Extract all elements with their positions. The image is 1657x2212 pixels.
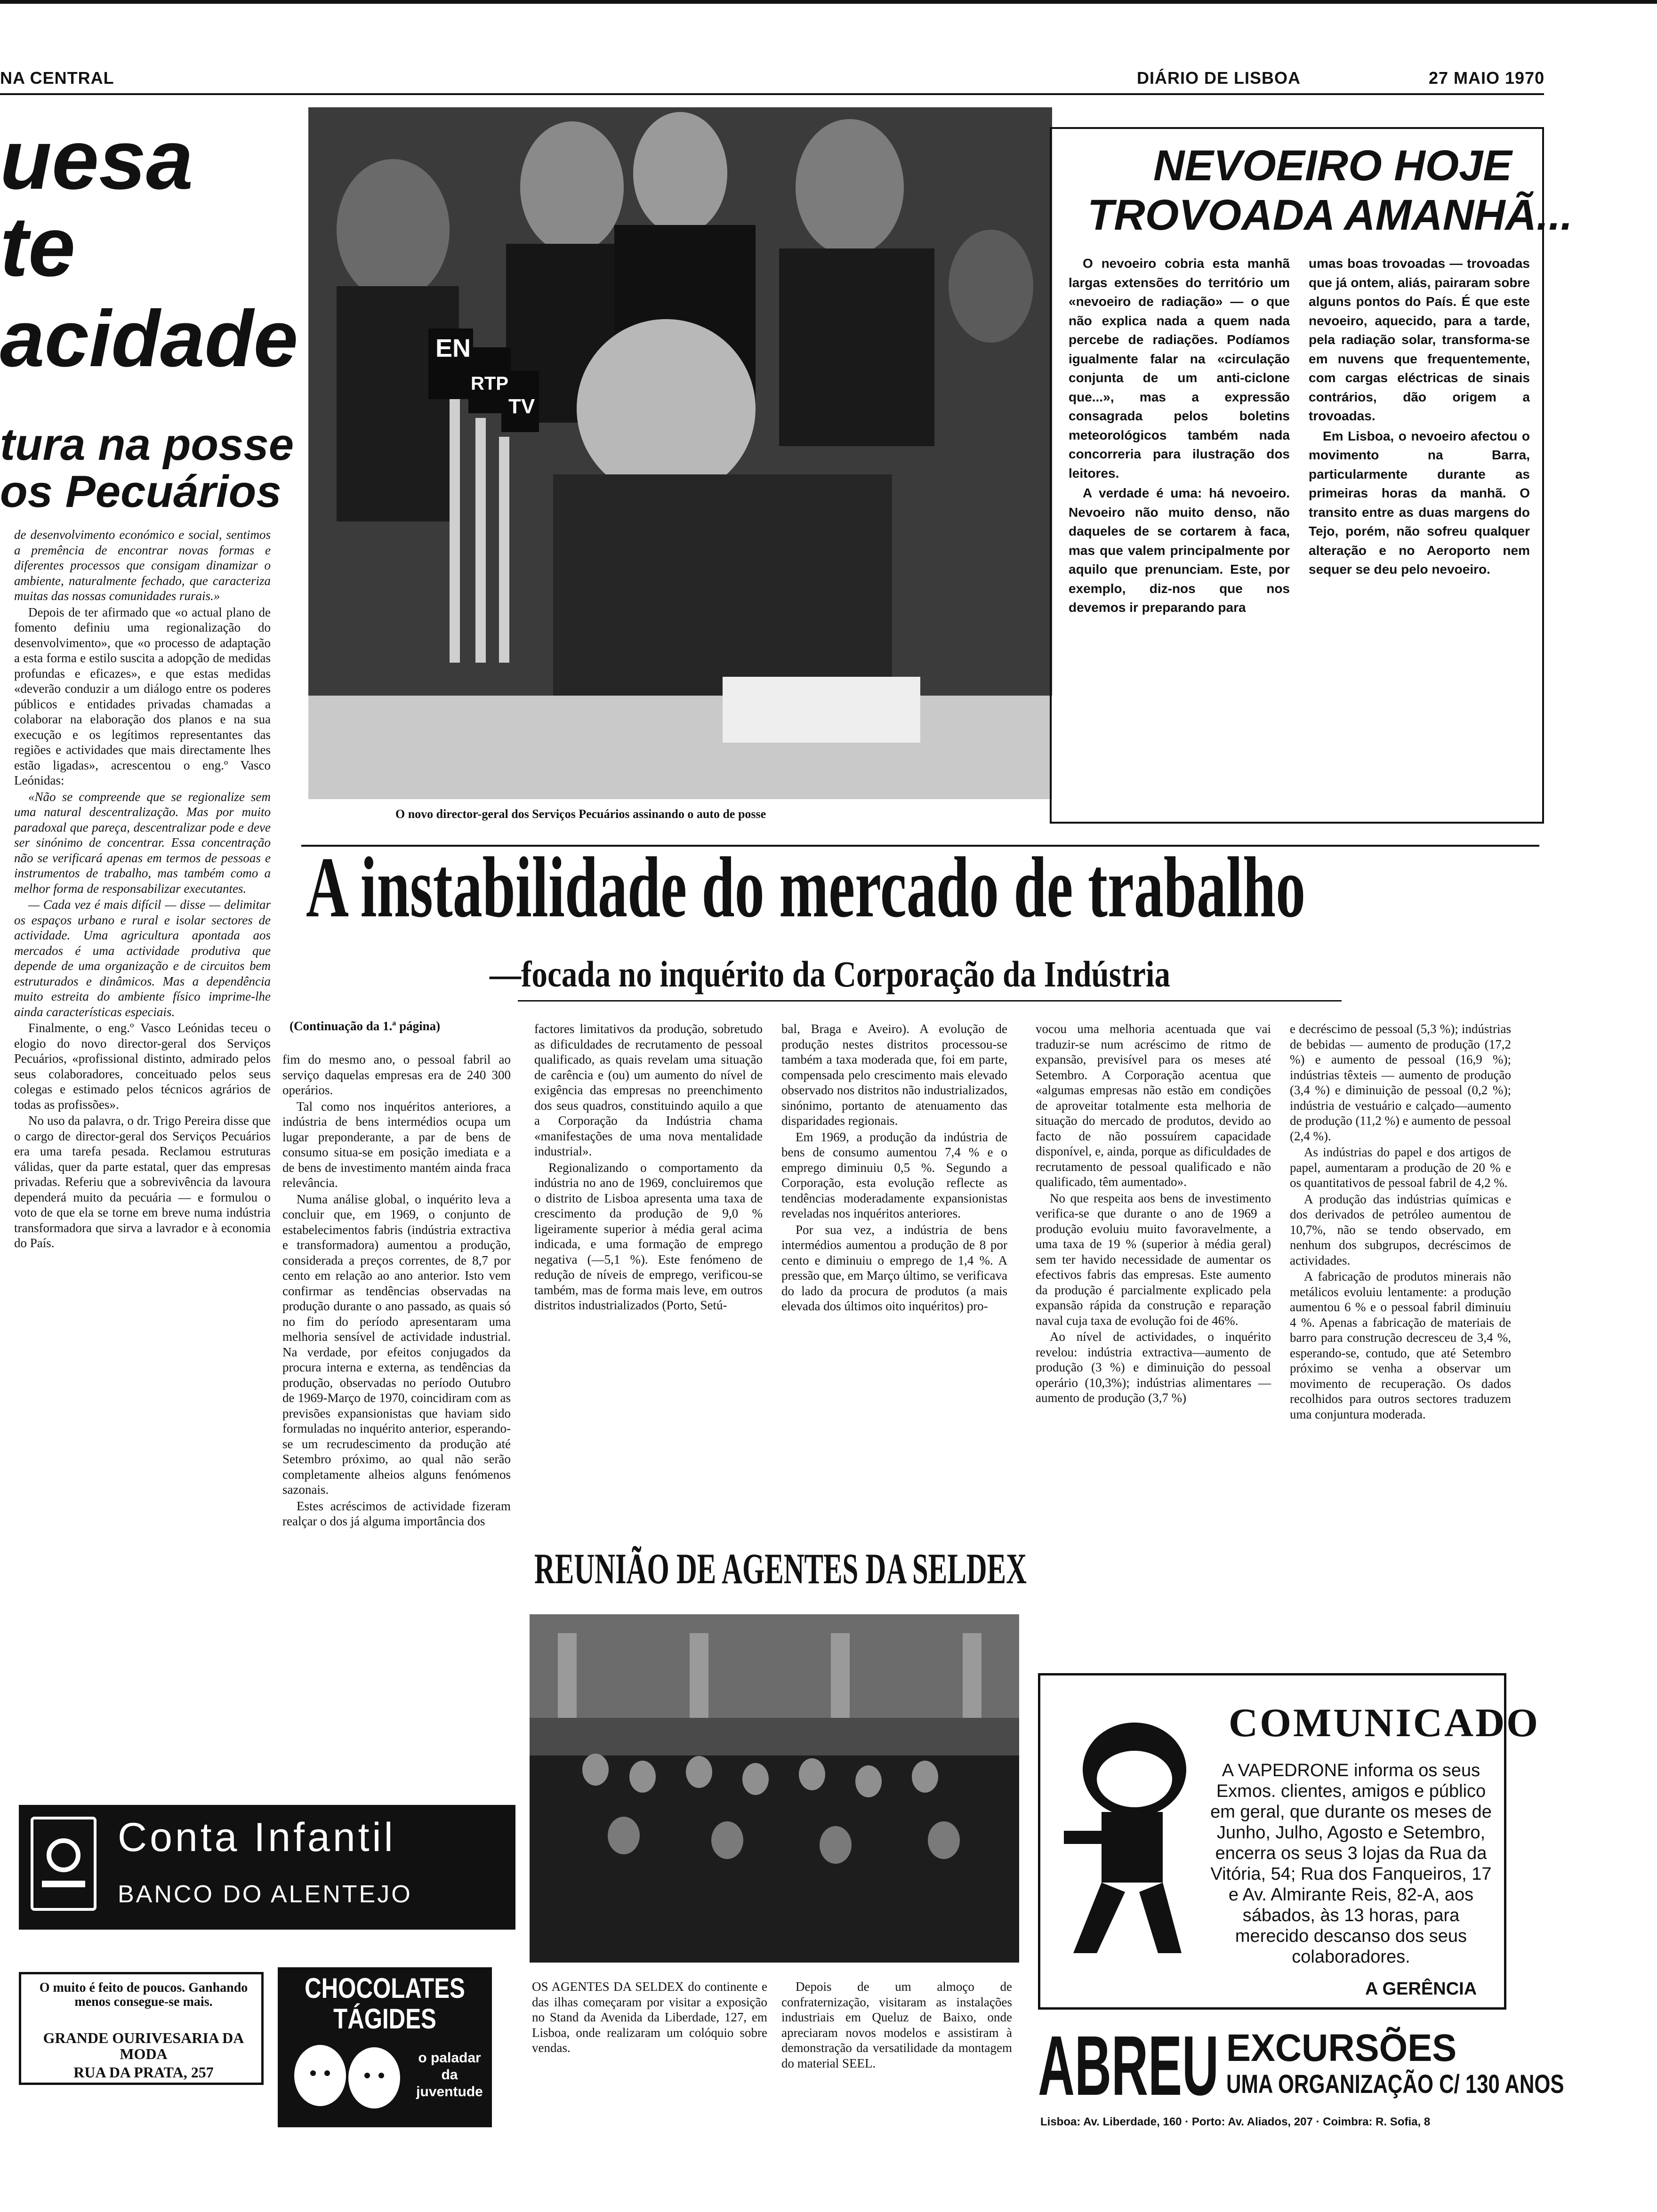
section-label: NA CENTRAL [0, 68, 114, 88]
paragraph: de desenvolvimento económico e social, sentimos a premência de encontrar novas formas e diferentes processos que consigam dinamizar o ambiente, naturalmente fechado, que caracteriza muitas das nossas comunidades rurais.» [14, 528, 271, 603]
left-subhead-1: tura na posse [0, 419, 294, 470]
seldex-col-2 [781, 1979, 1012, 2071]
main-col-2 [534, 1021, 763, 1313]
bank-logo [31, 1817, 97, 1911]
paragraph: fim do mesmo ano, o pessoal fabril ao serviço daquelas empresas era de 240 300 operários. [282, 1052, 511, 1097]
weather-col-1 [1069, 254, 1290, 617]
paragraph: vocou uma melhoria acentuada que vai traduzir-se num acréscimo de ritmo de expansão, previsível para os meses até Setembro. A Corporação acentua que «algumas empresas não estão em condições de aproveitar totalmente esta melhoria de situação do mercado de produtos, devido ao facto de não possuírem capacidade disponível, e, ainda, porque as dificuldades de recrutamento de pessoal qualificado e não qualificado, têm aumentado». [1036, 1022, 1271, 1189]
signing-photo-image [308, 107, 1052, 799]
left-headline-2: te [0, 200, 76, 294]
bank-name: BANCO DO ALENTEJO [118, 1881, 412, 1908]
newspaper-name: DIÁRIO DE LISBOA [1137, 68, 1301, 88]
continuation-note: (Continuação da 1.ª página) [290, 1019, 441, 1033]
weather-title-2: TROVOADA AMANHÃ... [1087, 191, 1573, 239]
paragraph: factores limitativos da produção, sobretudo as dificuldades de recrutamento de pessoal qualificado, as quais revelam uma situação de carência e (ou) um aumento do nível de exigência das empresas no preenchimento dos seus quadros, constituindo aquilo a que a Corporação da Indústria chama «manifestações de uma nova mentalidade industrial». [534, 1022, 763, 1158]
paragraph: No uso da palavra, o dr. Trigo Pereira disse que o cargo de director-geral dos Serviços Pecuários era uma tarefa pesada. Reclamou estruturas válidas, quer da parte estatal, quer das empresas privadas. Referiu que a sobrevivência da lavoura dependerá muito da pecuária — e formulou o voto de que ela se torne em breve numa indústria transformadora que sirva a lavrador e à economia do País. [14, 1114, 271, 1250]
paragraph: bal, Braga e Aveiro). A evolução de produção nestes distritos processou-se também a taxa moderada que, foi em parte, compensada pelo crescimento mais elevado observado nos distritos não industrializados, sinónimo, portanto de atenuamento das disparidades regionais. [781, 1022, 1007, 1128]
photo-caption: O novo director-geral dos Serviços Pecuários assinando o auto de posse [395, 807, 766, 821]
weather-title-1: NEVOEIRO HOJE [1153, 142, 1512, 190]
seldex-col-1 [532, 1979, 767, 2056]
paragraph: «Não se compreende que se regionalize sem uma natural descentralização. Mas por muito paradoxal que pareça, descentralizar pode e deve ser sinónimo de concentrar. Essa concentração não se verificará apenas em termos de pessoas e instrumentos de trabalho, mas também como a melhor forma de responsabilizar executantes. [14, 789, 271, 896]
bank-logo-base [42, 1881, 85, 1887]
main-col-1 [282, 1052, 511, 1529]
paragraph: Regionalizando o comportamento da indústria no ano de 1969, concluiremos que o distrito de Lisboa apresenta uma taxa de crescimento da produção de 9,0 % ligeiramente superior à média geral acima indicada, e uma formação de emprego negativa (—5,1 %). Este fenómeno de redução de níveis de emprego, verificou-se também, mas de forma mais leve, em outros distritos industrializados (Porto, Setú- [534, 1160, 763, 1312]
chocolates-ad [278, 1967, 492, 2127]
issue-date: 27 MAIO 1970 [1429, 68, 1545, 88]
chocolates-title-2: TÁGIDES [333, 2003, 436, 2035]
paragraph: A produção das indústrias químicas e dos derivados de petróleo aumentou de 10,7%, não se tendo observado, em nenhum dos subgrupos, decréscimos de actividades. [1290, 1192, 1511, 1267]
mascot-illustration [1054, 1708, 1196, 1963]
subhead-rule [518, 1000, 1342, 1002]
comunicado-body: A VAPEDRONE informa os seus Exmos. clientes, amigos e público em geral, que durante os meses de Junho, Julho, Agosto e Setembro, encerra os seus 3 lojas da Rua da Vitória, 54; Rua dos Fanqueiros, 17 e Av. Almirante Reis, 82-A, aos sábados, às 13 horas, para merecido descanso dos seus colaboradores. [1210, 1761, 1492, 1967]
abreu-ad [1038, 2019, 1564, 2132]
paragraph: umas boas trovoadas — trovoadas que já ontem, aliás, pairaram sobre alguns pontos do País. É que este nevoeiro, aquecido, para a tarde, pela radiação solar, transforma-se em nuvens que frequentemente, com cargas eléctricas de sinais contrários, dão origem a trovoadas. [1309, 256, 1530, 423]
paragraph: Estes acréscimos de actividade fizeram realçar o dos já alguma importância dos [282, 1499, 511, 1528]
left-headline-1: uesa [0, 112, 193, 207]
seldex-photo-image [530, 1614, 1019, 1963]
main-col-3 [781, 1021, 1007, 1314]
signing-photo [308, 107, 1052, 799]
paragraph: O nevoeiro cobria esta manhã largas extensões do território um «nevoeiro de radiação» — o que não explica nada a quem nada percebe de radiações. Podíamos igualmente falar na «circulação conjunta de um anti-ciclone que...», mas a expressão consagrada pelos boletins meteorológicos também nada concorreria para ilustração dos leitores. [1069, 256, 1290, 481]
abreu-address: Lisboa: Av. Liberdade, 160 · Porto: Av. Aliados, 207 · Coimbra: R. Sofia, 8 [1040, 2116, 1431, 2128]
main-subhead: —focada no inquérito da Corporação da Indústria [490, 954, 1171, 994]
main-headline: A instabilidade do mercado de trabalho [306, 839, 1306, 935]
paragraph: Tal como nos inquéritos anteriores, a indústria de bens intermédios ocupa um lugar preponderante, a par de bens de consumo situa-se em posição imediata e a de bens de investimento mantém ainda fraca relevância. [282, 1099, 511, 1190]
comunicado-ad [1038, 1673, 1540, 2010]
main-col-4 [1036, 1021, 1271, 1406]
paragraph: — Cada vez é mais difícil — disse — delimitar os espaços urbano e rural e isolar sectores de actividade. Uma agricultura apontada aos mercados é uma actividade produtiva que depende de uma organização e de circuitos bem estruturados e dinâmicos. Mas a dependência muito estreita do ambiente físico imprime-lhe ainda características especiais. [14, 898, 271, 1019]
paragraph: Em Lisboa, o nevoeiro afectou o movimento na Barra, particularmente durante as primeiras horas da manhã. O transito entre as duas margens do Tejo, porém, não sofreu qualquer alteração e no Aeroporto nem sequer se deu pelo nevoeiro. [1309, 428, 1530, 577]
paragraph: Ao nível de actividades, o inquérito revelou: indústria extractiva—aumento de produção (3 %) e diminuição do pessoal operário (10,3%); indústrias alimentares — aumento de produção (3,7 %) [1036, 1330, 1271, 1405]
bank-logo-mark [47, 1838, 80, 1872]
mic-label: TV [508, 395, 535, 418]
paragraph: Por sua vez, a indústria de bens intermédios aumentou a produção de 8 por cento e diminuiu o emprego de 1,4 %. A pressão que, em Março último, se verificava do lado da procura de produtos (a mais elevada dos últimos oito inquéritos) pro- [781, 1222, 1007, 1313]
left-headline-3: acidade [0, 294, 298, 384]
paragraph: Finalmente, o eng.º Vasco Leónidas teceu o elogio do novo director-geral dos Serviços Pecuários, «profissional distinto, admirado pelos seus colaboradores, conceituado pelos seus colegas e estimado pelos técnicos agrários de todas as profissões». [14, 1021, 271, 1112]
children-illustration [287, 2038, 405, 2123]
paragraph: e decréscimo de pessoal (5,3 %); indústrias de bebidas — aumento de produção (17,2 %) e aumento de pessoal (16,9 %); indústrias têxteis — aumento de produção (3,4 %) e diminuição de pessoal (0,2 %); indústria de vestuário e calçado—aumento de produção (11,2 %) e aumento de pessoal (2,4 %). [1290, 1022, 1511, 1143]
conta-infantil-title: Conta Infantil [118, 1815, 396, 1860]
paragraph: No que respeita aos bens de investimento verifica-se que durante o ano de 1969 a produção evoluiu muito favoravelmente, a uma taxa de 19 % (superior à média geral) sem ter havido necessidade de aumentar os efectivos fabris das empresas. Este aumento da produção é parcialmente explicado pela expansão rápida da construção e reparação naval cuja taxa de evolução foi de 46%. [1036, 1191, 1271, 1328]
header-rule [0, 93, 1544, 95]
paragraph: Depois de um almoço de confraternização, visitaram as instalações industriais em Queluz de Baixo, onde apreciaram novos modelos e assistiram à demonstração da versatilidade da montagem do material SEEL. [781, 1980, 1012, 2070]
seldex-headline: REUNIÃO DE AGENTES DA SELDEX [534, 1545, 1027, 1593]
paragraph: A verdade é uma: há nevoeiro. Nevoeiro não muito denso, não daqueles de se cortarem à faca, mas que valem principalmente por aquilo que prenunciam. Este, por exemplo, diz-nos que nos devemos ir preparando para [1069, 486, 1290, 615]
seldex-photo [530, 1614, 1019, 1963]
paragraph: Em 1969, a produção da indústria de bens de consumo aumentou 7,4 % e o emprego diminuiu 0,5 %. Segundo a Corporação, esta evolução reflecte as tendências moderadamente expansionistas reveladas nos inquéritos anteriores. [781, 1130, 1007, 1220]
ourivesaria-address: RUA DA PRATA, 257 [73, 2064, 214, 2081]
chocolates-title-1: CHOCOLATES [305, 1972, 465, 2004]
paragraph: Numa análise global, o inquérito leva a concluir que, em 1969, o conjunto de estabelecimentos fabris (indústria extractiva e transformadora) aumentou a produção, considerada a preços correntes, de 8,7 por cento em relação ao ano anterior. Isto vem confirmar as tendências observadas na produção durante o ano passado, as quais só no fim do período apresentaram uma melhoria sensível de actividade industrial. Na verdade, por efeitos conjugados da procura interna e externa, as tendências da produção, observadas no período Outubro de 1969-Março de 1970, coincidiram com as previsões expansionistas que haviam sido formuladas no inquérito anterior, esperando-se um recrudescimento da produção até Setembro próximo, ao qual não serão completamente alheios alguns fenómenos sazonais. [282, 1192, 511, 1497]
paragraph: OS AGENTES DA SELDEX do continente e das ilhas começaram por visitar a exposição no Stand da Avenida da Liberdade, 127, em Lisboa, onde realizaram um colóquio sobre vendas. [532, 1980, 767, 2055]
paragraph: A fabricação de produtos minerais não metálicos evoluiu lentamente: a produção aumentou 6 % e o pessoal fabril diminuiu 4 %. Apenas a fabricação de materiais de barro para construção decresceu de 3,4 %, esperando-se, contudo, que até Setembro próximo se venha a observar um movimento de recuperação. Os dados recolhidos para outros sectores traduzem uma conjuntura moderada. [1290, 1269, 1511, 1421]
abreu-name: ABREU [1038, 2019, 1219, 2113]
weather-col-2 [1309, 254, 1530, 579]
ourivesaria-name: GRANDE OURIVESARIA DA MODA [43, 2029, 244, 2062]
ourivesaria-ad [19, 1972, 264, 2085]
top-rule [0, 0, 1657, 4]
paragraph: As indústrias do papel e dos artigos de papel, aumentaram a produção de 20 % e os quantitativos de pessoal fabril de 4,2 %. [1290, 1145, 1511, 1190]
comunicado-title: COMUNICADO [1229, 1700, 1540, 1745]
chocolates-tagline: o paladar da juventude [416, 2050, 483, 2100]
mic-label: EN [435, 334, 471, 362]
comunicado-signature: A GERÊNCIA [1365, 1979, 1477, 1999]
ourivesaria-slogan: O muito é feito de poucos. Ganhando menos consegue-se mais. [39, 1980, 248, 2009]
left-subhead-2: os Pecuários [0, 466, 282, 517]
mic-label: RTP [471, 373, 508, 394]
conta-infantil-ad [19, 1805, 515, 1930]
paragraph: Depois de ter afirmado que «o actual plano de fomento definiu uma regionalização do desenvolvimento», que «o processo de adaptação a esta forma e estilo suscita a adopção de medidas profundas e eficazes», e que estas medidas «deverão conduzir a um diálogo entre os poderes públicos e entidades privadas chamadas a colaborar na elaboração dos planos e na sua execução e os legítimos representantes das regiões e actividades que mais directamente lhes estão ligadas», acrescentou o eng.º Vasco Leónidas: [14, 605, 271, 787]
left-story-body [14, 527, 271, 1251]
main-col-5 [1290, 1021, 1511, 1422]
abreu-title: EXCURSÕES [1226, 2027, 1457, 2069]
abreu-subtitle: UMA ORGANIZAÇÃO C/ 130 ANOS [1226, 2069, 1564, 2099]
